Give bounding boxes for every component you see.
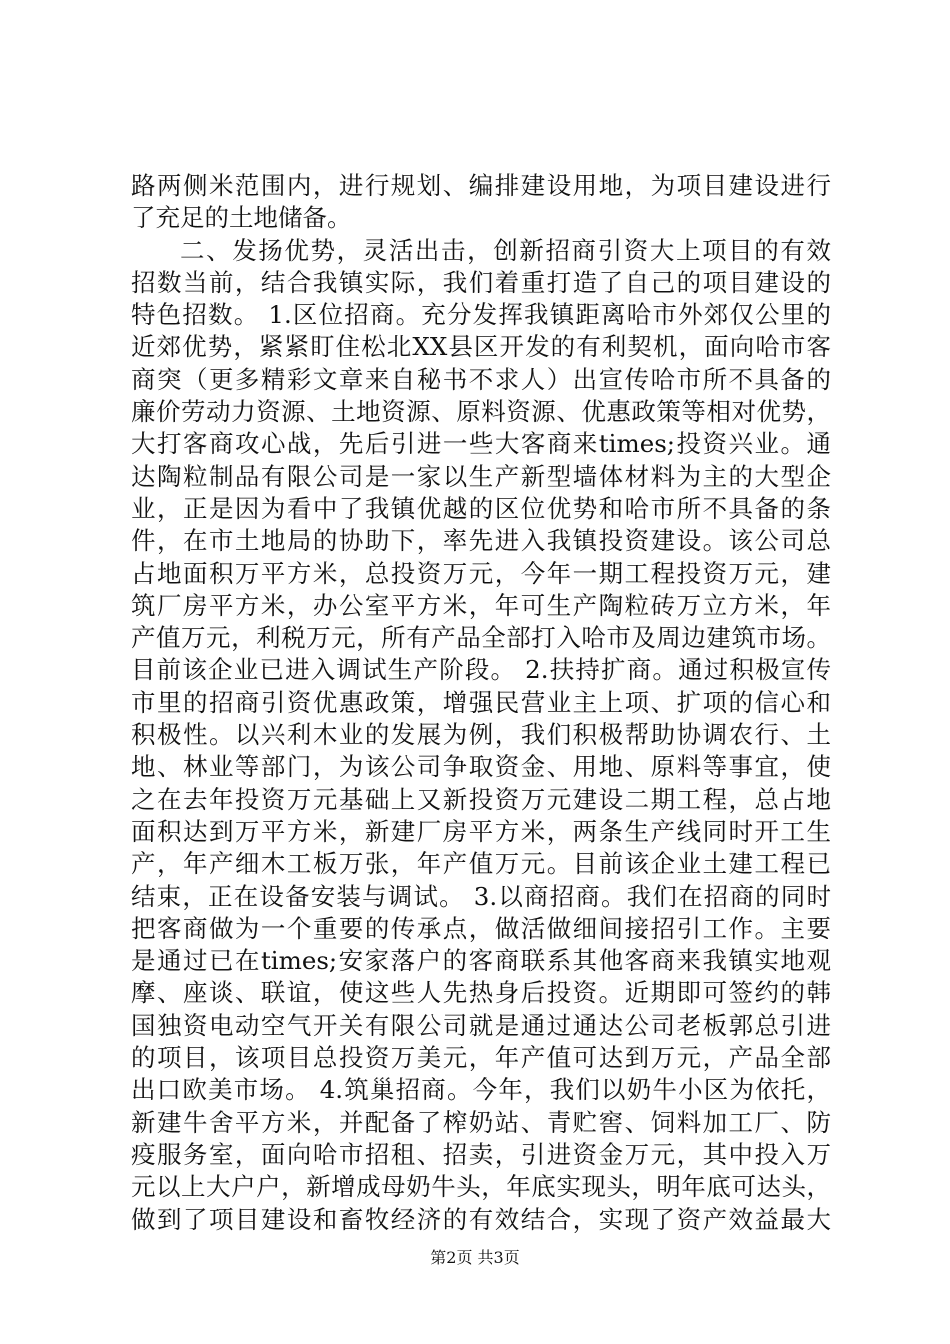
text-line: 商突（更多精彩文章来自秘书不求人）出宣传哈市所不具备的 [131, 364, 831, 394]
text-line: 了充足的土地储备。 [131, 203, 352, 233]
text-line: 路两侧米范围内，进行规划、编排建设用地，为项目建设进行 [131, 171, 831, 200]
text-line: 市里的招商引资优惠政策，增强民营业主上项、扩项的信心和 [131, 687, 831, 717]
text-line: 元以上大户户，新增成母奶牛头，年底实现头，明年底可达头， [131, 1172, 831, 1202]
text-line: 廉价劳动力资源、土地资源、原料资源、优惠政策等相对优势， [131, 397, 831, 427]
text-line: 面积达到万平方米，新建厂房平方米，两条生产线同时开工生 [131, 816, 831, 846]
text-line: 新建牛舍平方米，并配备了榨奶站、青贮窖、饲料加工厂、防 [131, 1107, 831, 1137]
text-line: 件，在市土地局的协助下，率先进入我镇投资建设。该公司总 [131, 526, 831, 556]
text-line: 目前该企业已进入调试生产阶段。 2.扶持扩商。通过积极宣传 [131, 655, 831, 685]
text-line: 结束，正在设备安装与调试。 3.以商招商。我们在招商的同时 [131, 881, 831, 911]
text-line: 达陶粒制品有限公司是一家以生产新型墙体材料为主的大型企 [131, 461, 831, 491]
text-line: 二、发扬优势，灵活出击，创新招商引资大上项目的有效 [180, 235, 831, 265]
text-line: 招数当前，结合我镇实际，我们着重打造了自己的项目建设的 [131, 267, 831, 297]
page-footer [0, 1245, 950, 1268]
text-line: 是通过已在times;安家落户的客商联系其他客商来我镇实地观 [131, 946, 831, 976]
text-line: 摩、座谈、联谊，使这些人先热身后投资。近期即可签约的韩 [131, 978, 831, 1008]
text-line: 积极性。以兴利木业的发展为例，我们积极帮助协调农行、土 [131, 720, 831, 750]
text-line: 地、林业等部门，为该公司争取资金、用地、原料等事宜，使 [131, 752, 831, 782]
text-line: 出口欧美市场。 4.筑巢招商。今年，我们以奶牛小区为依托， [131, 1075, 831, 1105]
text-line: 把客商做为一个重要的传承点，做活做细间接招引工作。主要 [131, 913, 831, 943]
text-line: 产值万元，利税万元，所有产品全部打入哈市及周边建筑市场。 [131, 623, 831, 653]
page-number-label: 第2页 共3页 [430, 1248, 520, 1267]
text-line: 国独资电动空气开关有限公司就是通过通达公司老板郭总引进 [131, 1010, 831, 1040]
text-line: 筑厂房平方米，办公室平方米，年可生产陶粒砖万立方米，年 [131, 590, 831, 620]
text-line: 的项目，该项目总投资万美元，年产值可达到万元，产品全部 [131, 1043, 831, 1073]
text-line: 之在去年投资万元基础上又新投资万元建设二期工程，总占地 [131, 784, 831, 814]
body-text [131, 170, 831, 1236]
text-line: 大打客商攻心战，先后引进一些大客商来times;投资兴业。通 [131, 429, 831, 459]
text-line: 产，年产细木工板万张，年产值万元。目前该企业土建工程已 [131, 849, 831, 879]
text-line: 业，正是因为看中了我镇优越的区位优势和哈市所不具备的条 [131, 493, 831, 523]
text-line: 占地面积万平方米，总投资万元，今年一期工程投资万元，建 [131, 558, 831, 588]
text-line: 近郊优势，紧紧盯住松北XX县区开发的有利契机，面向哈市客 [131, 332, 831, 362]
text-line: 做到了项目建设和畜牧经济的有效结合，实现了资产效益最大 [131, 1204, 831, 1234]
text-line: 特色招数。 1.区位招商。充分发挥我镇距离哈市外郊仅公里的 [131, 300, 831, 330]
text-line: 疫服务室，面向哈市招租、招卖，引进资金万元，其中投入万 [131, 1139, 831, 1169]
